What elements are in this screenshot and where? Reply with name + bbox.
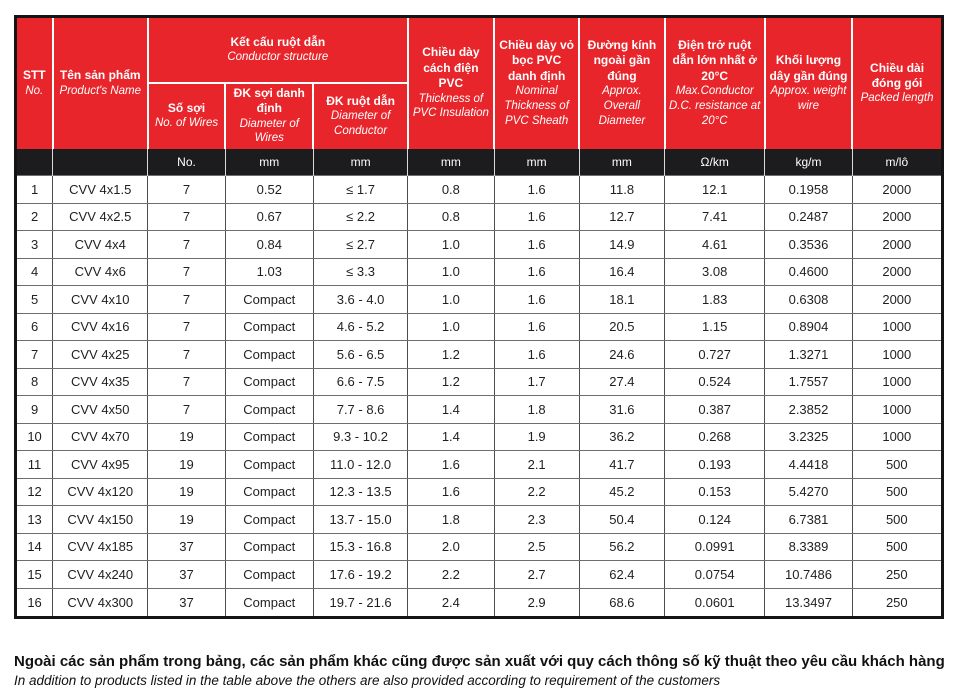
table-cell: 12.7: [579, 203, 664, 231]
table-cell: 0.67: [225, 203, 313, 231]
table-cell: Compact: [225, 588, 313, 617]
table-cell: 0.268: [665, 423, 765, 451]
table-cell: CVV 4x10: [53, 286, 148, 314]
header-product-name: [53, 17, 148, 149]
table-cell: 13.3497: [765, 588, 852, 617]
header-col-vn: Chiều dày cách điện PVC: [422, 45, 480, 91]
table-cell: 0.524: [665, 368, 765, 396]
table-row: [16, 313, 943, 341]
table-cell: CVV 4x150: [53, 506, 148, 534]
table-row: [16, 368, 943, 396]
footer-note-vietnamese: Ngoài các sản phẩm trong bảng, các sản phẩm khác cũng được sản xuất với quy cách thông số kỹ thuật theo yêu cầu khách hàng: [14, 653, 945, 670]
unit-cell: No.: [148, 149, 225, 176]
header-stt: [16, 17, 53, 149]
table-cell: 11.8: [579, 176, 664, 204]
table-row: [16, 203, 943, 231]
table-cell: CVV 4x300: [53, 588, 148, 617]
table-cell: 1000: [852, 423, 942, 451]
table-cell: 1.6: [408, 451, 494, 479]
table-cell: 68.6: [579, 588, 664, 617]
header-approx-weight: [765, 17, 852, 149]
table-cell: CVV 4x25: [53, 341, 148, 369]
table-cell: 1.03: [225, 258, 313, 286]
table-cell: 2.3852: [765, 396, 852, 424]
table-cell: 7.7 - 8.6: [313, 396, 407, 424]
table-cell: 2.2: [408, 561, 494, 589]
cable-spec-table: [14, 15, 944, 619]
table-cell: 1.0: [408, 313, 494, 341]
table-cell: 0.0601: [665, 588, 765, 617]
table-cell: 0.52: [225, 176, 313, 204]
table-cell: 7: [148, 231, 225, 259]
table-cell: 1.6: [494, 286, 579, 314]
table-cell: 37: [148, 588, 225, 617]
table-cell: 5: [16, 286, 53, 314]
table-cell: Compact: [225, 533, 313, 561]
table-cell: 27.4: [579, 368, 664, 396]
table-cell: 0.4600: [765, 258, 852, 286]
table-cell: CVV 4x6: [53, 258, 148, 286]
table-cell: 1.6: [494, 176, 579, 204]
unit-cell: Ω/km: [665, 149, 765, 176]
table-cell: 0.387: [665, 396, 765, 424]
table-cell: 14.9: [579, 231, 664, 259]
table-cell: 7: [148, 203, 225, 231]
table-cell: 500: [852, 478, 942, 506]
table-cell: 7: [148, 176, 225, 204]
header-conductor-group-en: Conductor structure: [227, 51, 329, 64]
table-cell: 2.9: [494, 588, 579, 617]
table-cell: 1.4: [408, 396, 494, 424]
table-row: [16, 176, 943, 204]
table-cell: 1.9: [494, 423, 579, 451]
table-cell: 16: [16, 588, 53, 617]
header-sub-en: No. of Wires: [154, 117, 219, 130]
table-cell: 9.3 - 10.2: [313, 423, 407, 451]
table-cell: 1000: [852, 396, 942, 424]
table-cell: 4.6 - 5.2: [313, 313, 407, 341]
table-cell: 7: [148, 286, 225, 314]
table-cell: 0.124: [665, 506, 765, 534]
table-cell: CVV 4x16: [53, 313, 148, 341]
table-cell: 2000: [852, 231, 942, 259]
table-cell: 1000: [852, 341, 942, 369]
table-cell: 2000: [852, 258, 942, 286]
table-cell: 1.2: [408, 368, 494, 396]
table-cell: 1.8: [494, 396, 579, 424]
table-cell: 11.0 - 12.0: [313, 451, 407, 479]
table-cell: Compact: [225, 561, 313, 589]
table-row: [16, 341, 943, 369]
table-cell: 4.4418: [765, 451, 852, 479]
table-cell: 0.8904: [765, 313, 852, 341]
table-cell: 37: [148, 561, 225, 589]
table-cell: 0.193: [665, 451, 765, 479]
table-cell: 1.4: [408, 423, 494, 451]
table-row: [16, 423, 943, 451]
table-cell: 7: [148, 341, 225, 369]
table-cell: CVV 4x95: [53, 451, 148, 479]
table-cell: 1000: [852, 368, 942, 396]
header-col-en: Packed length: [860, 92, 934, 105]
table-cell: 1.6: [408, 478, 494, 506]
unit-cell: mm: [579, 149, 664, 176]
table-cell: CVV 4x1.5: [53, 176, 148, 204]
table-cell: Compact: [225, 368, 313, 396]
table-cell: 9: [16, 396, 53, 424]
header-sub-vn: ĐK sợi danh định: [233, 85, 305, 116]
table-row: [16, 258, 943, 286]
table-cell: 1.6: [494, 341, 579, 369]
table-cell: ≤ 3.3: [313, 258, 407, 286]
footer-note-english: In addition to products listed in the table above the others are also provided according to requirement of the customers: [14, 672, 721, 688]
table-cell: 0.2487: [765, 203, 852, 231]
table-cell: 250: [852, 588, 942, 617]
table-cell: 19.7 - 21.6: [313, 588, 407, 617]
table-cell: CVV 4x185: [53, 533, 148, 561]
table-cell: 2.2: [494, 478, 579, 506]
table-cell: 0.8: [408, 176, 494, 204]
table-cell: 8.3389: [765, 533, 852, 561]
table-cell: 2000: [852, 203, 942, 231]
header-col-en: Thickness of PVC Insulation: [412, 92, 489, 120]
unit-cell: m/lô: [852, 149, 942, 176]
table-cell: 13: [16, 506, 53, 534]
table-cell: 3.08: [665, 258, 765, 286]
header-col-vn: Đường kính ngoài gần đúng: [587, 38, 657, 83]
table-cell: Compact: [225, 396, 313, 424]
header-product-name-vn: Tên sản phẩm: [59, 68, 141, 83]
header-pvc-sheath-thickness: [494, 17, 579, 149]
table-cell: 20.5: [579, 313, 664, 341]
table-cell: 1.0: [408, 258, 494, 286]
header-stt-vn: STT: [22, 68, 46, 83]
table-cell: 16.4: [579, 258, 664, 286]
table-cell: 2: [16, 203, 53, 231]
table-cell: 24.6: [579, 341, 664, 369]
table-cell: 10: [16, 423, 53, 451]
unit-cell: mm: [494, 149, 579, 176]
table-cell: 1.0: [408, 286, 494, 314]
table-cell: CVV 4x50: [53, 396, 148, 424]
units-row: [16, 149, 943, 176]
table-cell: 1.3271: [765, 341, 852, 369]
table-cell: 62.4: [579, 561, 664, 589]
table-cell: 19: [148, 478, 225, 506]
table-cell: 2.1: [494, 451, 579, 479]
table-header: [16, 17, 943, 176]
header-stt-en: No.: [25, 84, 44, 97]
table-cell: 19: [148, 506, 225, 534]
table-cell: 7: [148, 396, 225, 424]
table-cell: 15: [16, 561, 53, 589]
table-cell: 2.7: [494, 561, 579, 589]
table-cell: 2.5: [494, 533, 579, 561]
table-cell: 1.0: [408, 231, 494, 259]
table-cell: 15.3 - 16.8: [313, 533, 407, 561]
table-cell: CVV 4x2.5: [53, 203, 148, 231]
table-cell: 500: [852, 451, 942, 479]
unit-cell: mm: [313, 149, 407, 176]
unit-cell: [16, 149, 53, 176]
table-cell: Compact: [225, 451, 313, 479]
unit-cell: kg/m: [765, 149, 852, 176]
table-cell: Compact: [225, 341, 313, 369]
table-cell: 1.6: [494, 231, 579, 259]
table-row: [16, 478, 943, 506]
header-pvc-insulation-thickness: [408, 17, 494, 149]
table-cell: 2000: [852, 286, 942, 314]
table-cell: 7: [148, 313, 225, 341]
table-cell: 19: [148, 423, 225, 451]
table-row: [16, 533, 943, 561]
table-cell: 7: [148, 258, 225, 286]
header-col-vn: Chiều dày vỏ bọc PVC danh định: [499, 38, 574, 83]
header-sub-en: Diameter of Conductor: [330, 109, 391, 137]
table-body: [16, 176, 943, 618]
table-cell: CVV 4x240: [53, 561, 148, 589]
table-cell: 0.3536: [765, 231, 852, 259]
footer-note: [14, 652, 954, 689]
table-cell: 50.4: [579, 506, 664, 534]
header-col-en: Max.Conductor D.C. resistance at 20°C: [668, 85, 761, 127]
header-sub-vn: Số sợi: [167, 100, 206, 115]
header-product-name-en: Product's Name: [59, 84, 141, 97]
table-cell: 18.1: [579, 286, 664, 314]
table-cell: 36.2: [579, 423, 664, 451]
table-cell: 6.7381: [765, 506, 852, 534]
table-row: [16, 506, 943, 534]
table-cell: Compact: [225, 423, 313, 451]
table-cell: 500: [852, 533, 942, 561]
table-cell: 1: [16, 176, 53, 204]
table-cell: 0.84: [225, 231, 313, 259]
header-no-of-wires: [148, 83, 225, 149]
table-cell: 6.6 - 7.5: [313, 368, 407, 396]
table-cell: 41.7: [579, 451, 664, 479]
table-cell: 11: [16, 451, 53, 479]
table-cell: 1.2: [408, 341, 494, 369]
table-cell: 31.6: [579, 396, 664, 424]
table-cell: CVV 4x4: [53, 231, 148, 259]
table-cell: 0.0991: [665, 533, 765, 561]
table-cell: 1.7: [494, 368, 579, 396]
header-wire-diameter: [225, 83, 313, 149]
table-cell: 1.6: [494, 258, 579, 286]
table-cell: 37: [148, 533, 225, 561]
table-row: [16, 561, 943, 589]
header-overall-diameter: [579, 17, 664, 149]
table-cell: ≤ 2.2: [313, 203, 407, 231]
table-cell: 5.4270: [765, 478, 852, 506]
table-cell: 2000: [852, 176, 942, 204]
header-conductor-diameter: [313, 83, 407, 149]
table-cell: 3.6 - 4.0: [313, 286, 407, 314]
table-cell: 0.1958: [765, 176, 852, 204]
header-conductor-structure-group: [148, 17, 408, 83]
table-cell: 250: [852, 561, 942, 589]
unit-cell: mm: [408, 149, 494, 176]
header-col-en: Approx. weight wire: [770, 84, 847, 112]
header-conductor-group-vn: Kết cấu ruột dẫn: [230, 34, 326, 49]
table-cell: 0.0754: [665, 561, 765, 589]
table-cell: 1000: [852, 313, 942, 341]
unit-cell: mm: [225, 149, 313, 176]
table-cell: 10.7486: [765, 561, 852, 589]
header-packed-length: [852, 17, 942, 149]
table-cell: 45.2: [579, 478, 664, 506]
table-cell: 1.6: [494, 203, 579, 231]
table-row: [16, 451, 943, 479]
table-row: [16, 286, 943, 314]
table-cell: 1.15: [665, 313, 765, 341]
table-cell: 7: [16, 341, 53, 369]
table-cell: 12.1: [665, 176, 765, 204]
table-cell: 8: [16, 368, 53, 396]
table-cell: CVV 4x35: [53, 368, 148, 396]
table-cell: 5.6 - 6.5: [313, 341, 407, 369]
table-cell: 7.41: [665, 203, 765, 231]
table-cell: 1.7557: [765, 368, 852, 396]
table-cell: 1.6: [494, 313, 579, 341]
table-cell: 14: [16, 533, 53, 561]
header-col-en: Nominal Thickness of PVC Sheath: [504, 85, 569, 127]
table-cell: CVV 4x120: [53, 478, 148, 506]
table-cell: CVV 4x70: [53, 423, 148, 451]
table-cell: 13.7 - 15.0: [313, 506, 407, 534]
table-cell: 4: [16, 258, 53, 286]
header-dc-resistance: [665, 17, 765, 149]
table-cell: 0.727: [665, 341, 765, 369]
table-cell: Compact: [225, 313, 313, 341]
table-cell: 2.4: [408, 588, 494, 617]
header-col-vn: Khối lượng dây gần đúng: [769, 53, 848, 83]
table-cell: ≤ 1.7: [313, 176, 407, 204]
table-cell: 500: [852, 506, 942, 534]
table-row: [16, 396, 943, 424]
table-cell: 0.153: [665, 478, 765, 506]
table-cell: 6: [16, 313, 53, 341]
table-cell: Compact: [225, 286, 313, 314]
table-cell: 4.61: [665, 231, 765, 259]
table-cell: 7: [148, 368, 225, 396]
table-cell: ≤ 2.7: [313, 231, 407, 259]
table-cell: 19: [148, 451, 225, 479]
table-cell: 0.8: [408, 203, 494, 231]
table-cell: 3: [16, 231, 53, 259]
table-cell: 1.83: [665, 286, 765, 314]
table-cell: Compact: [225, 478, 313, 506]
table-cell: 2.0: [408, 533, 494, 561]
table-row: [16, 588, 943, 617]
header-col-vn: Chiều dài đóng gói: [870, 60, 925, 90]
header-col-en: Approx. Overall Diameter: [598, 85, 646, 127]
table-cell: 12: [16, 478, 53, 506]
table-cell: 1.8: [408, 506, 494, 534]
table-cell: 0.6308: [765, 286, 852, 314]
table-cell: 56.2: [579, 533, 664, 561]
table-cell: 17.6 - 19.2: [313, 561, 407, 589]
header-sub-vn: ĐK ruột dẫn: [326, 93, 395, 108]
header-col-vn: Điện trở ruột dẫn lớn nhất ở 20°C: [672, 38, 757, 83]
table-cell: 2.3: [494, 506, 579, 534]
table-cell: 3.2325: [765, 423, 852, 451]
table-cell: Compact: [225, 506, 313, 534]
unit-cell: [53, 149, 148, 176]
table-row: [16, 231, 943, 259]
header-sub-en: Diameter of Wires: [239, 117, 299, 145]
table-cell: 12.3 - 13.5: [313, 478, 407, 506]
